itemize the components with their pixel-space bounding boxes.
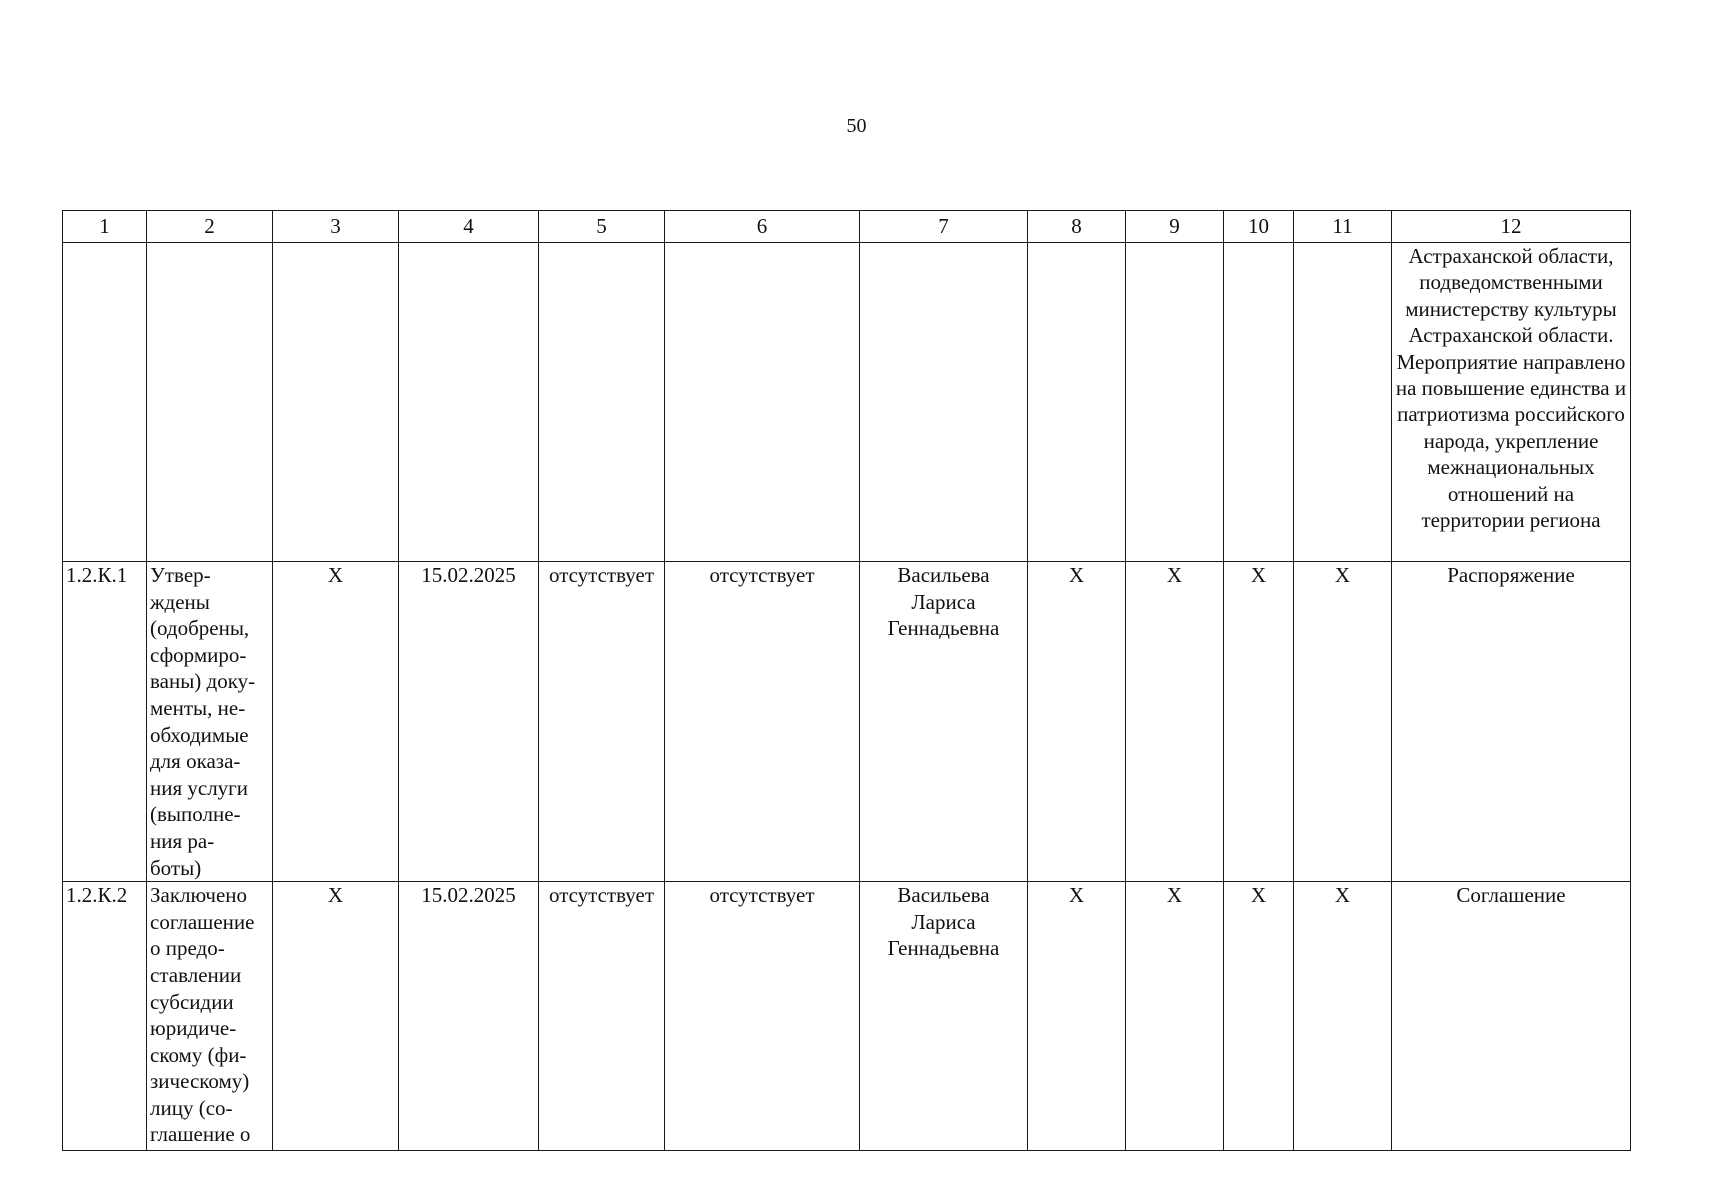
header-cell: 2 [147, 211, 273, 243]
row-description: Заключено соглашение о предо- ставлении субсидии юридиче- скому (фи- зическому) лицу (со- глашение о [147, 882, 273, 1151]
row-responsible: Васильева Лариса Геннадьевна [860, 562, 1028, 882]
header-cell: 1 [63, 211, 147, 243]
empty-cell [147, 243, 273, 562]
header-cell: 3 [273, 211, 399, 243]
row-id: 1.2.К.2 [63, 882, 147, 1151]
header-cell: 12 [1392, 211, 1631, 243]
row-responsible: Васильева Лариса Геннадьевна [860, 882, 1028, 1151]
empty-cell [1224, 243, 1294, 562]
header-cell: 4 [399, 211, 539, 243]
header-cell: 6 [665, 211, 860, 243]
row-document-type: Соглашение [1392, 882, 1631, 1151]
plan-table [62, 210, 1631, 1151]
header-cell: 10 [1224, 211, 1294, 243]
row-date: 15.02.2025 [399, 882, 539, 1151]
empty-cell [860, 243, 1028, 562]
table-row [63, 562, 1631, 882]
header-cell: 7 [860, 211, 1028, 243]
x-mark: X [273, 882, 399, 1151]
x-mark: X [1028, 882, 1126, 1151]
continuation-row [63, 243, 1631, 562]
row-col5: отсутствует [539, 882, 665, 1151]
x-mark: X [273, 562, 399, 882]
x-mark: X [1126, 882, 1224, 1151]
empty-cell [539, 243, 665, 562]
row-description: Утвер- ждены (одобрены, сформиро- ваны) доку- менты, не- обходимые для оказа- ния услуги (выполне- ния ра- боты) [147, 562, 273, 882]
row-id: 1.2.К.1 [63, 562, 147, 882]
x-mark: X [1224, 882, 1294, 1151]
empty-cell [63, 243, 147, 562]
row-col6: отсутствует [665, 562, 860, 882]
empty-cell [1294, 243, 1392, 562]
row-col5: отсутствует [539, 562, 665, 882]
empty-cell [1126, 243, 1224, 562]
continuation-text: Астраханской области, подведомственными министерству культуры Астраханской области. Мероприятие направлено на повышение единства и патриотизма российского народа, укрепление межнациональных отношений на территории региона [1392, 243, 1631, 562]
empty-cell [1028, 243, 1126, 562]
x-mark: X [1294, 882, 1392, 1151]
empty-cell [399, 243, 539, 562]
row-date: 15.02.2025 [399, 562, 539, 882]
x-mark: X [1224, 562, 1294, 882]
x-mark: X [1294, 562, 1392, 882]
empty-cell [665, 243, 860, 562]
header-cell: 8 [1028, 211, 1126, 243]
header-row [63, 211, 1631, 243]
page-number: 50 [846, 115, 867, 137]
x-mark: X [1028, 562, 1126, 882]
header-cell: 11 [1294, 211, 1392, 243]
header-cell: 5 [539, 211, 665, 243]
header-cell: 9 [1126, 211, 1224, 243]
row-col6: отсутствует [665, 882, 860, 1151]
x-mark: X [1126, 562, 1224, 882]
table-row [63, 882, 1631, 1151]
empty-cell [273, 243, 399, 562]
row-document-type: Распоряжение [1392, 562, 1631, 882]
